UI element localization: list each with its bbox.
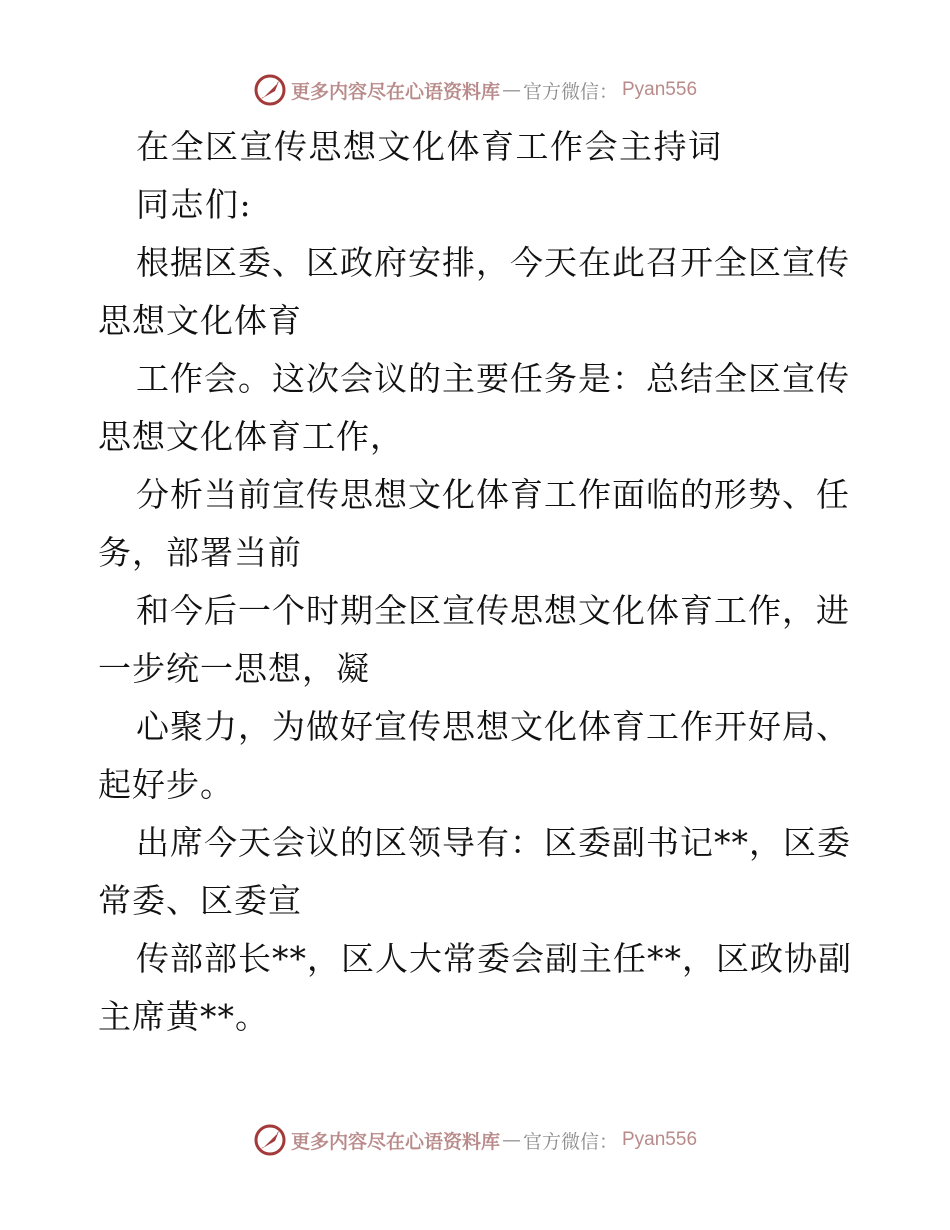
banner-main-text: 更多内容尽在心语资料库: [290, 80, 500, 103]
banner-dash: —: [501, 79, 521, 101]
paragraph-line: 务，部署当前: [98, 533, 302, 572]
paragraph-line: 传部部长**，区人大常委会副主任**，区政协副: [136, 939, 852, 978]
paragraph-line: 心聚力，为做好宣传思想文化体育工作开好局、: [136, 707, 850, 746]
banner-wechat-id: Pyan556: [622, 79, 698, 100]
paragraph-line: 起好步。: [98, 765, 234, 804]
page-header-banner: [0, 70, 950, 110]
paragraph-line: 工作会。这次会议的主要任务是：总结全区宣传: [136, 359, 850, 398]
document-body: [98, 118, 858, 1046]
banner-wechat-label: 官方微信：: [522, 80, 618, 103]
quill-logo-icon: [253, 1123, 287, 1157]
paragraph-line: 常委、区委宣: [98, 881, 302, 920]
paragraph-line: 主席黄**。: [98, 997, 269, 1036]
paragraph-line: 根据区委、区政府安排，今天在此召开全区宣传: [136, 243, 850, 282]
banner-wechat-label: 官方微信：: [522, 1130, 618, 1153]
paragraph-line: 出席今天会议的区领导有：区委副书记**，区委: [136, 823, 851, 862]
banner-main-text: 更多内容尽在心语资料库: [290, 1130, 500, 1153]
paragraph-line: 分析当前宣传思想文化体育工作面临的形势、任: [136, 475, 850, 514]
document-title: 在全区宣传思想文化体育工作会主持词: [136, 127, 723, 166]
page-footer-banner: [0, 1120, 950, 1160]
banner-wechat-id: Pyan556: [622, 1129, 698, 1150]
greeting: 同志们:: [136, 185, 253, 224]
banner-dash: —: [501, 1129, 521, 1151]
paragraph-line: 和今后一个时期全区宣传思想文化体育工作，进: [136, 591, 850, 630]
quill-logo-icon: [253, 73, 287, 107]
paragraph-line: 一步统一思想，凝: [98, 649, 370, 688]
document-paragraphs: [98, 234, 858, 1046]
paragraph-line: 思想文化体育: [98, 301, 302, 340]
paragraph-line: 思想文化体育工作，: [98, 417, 404, 456]
